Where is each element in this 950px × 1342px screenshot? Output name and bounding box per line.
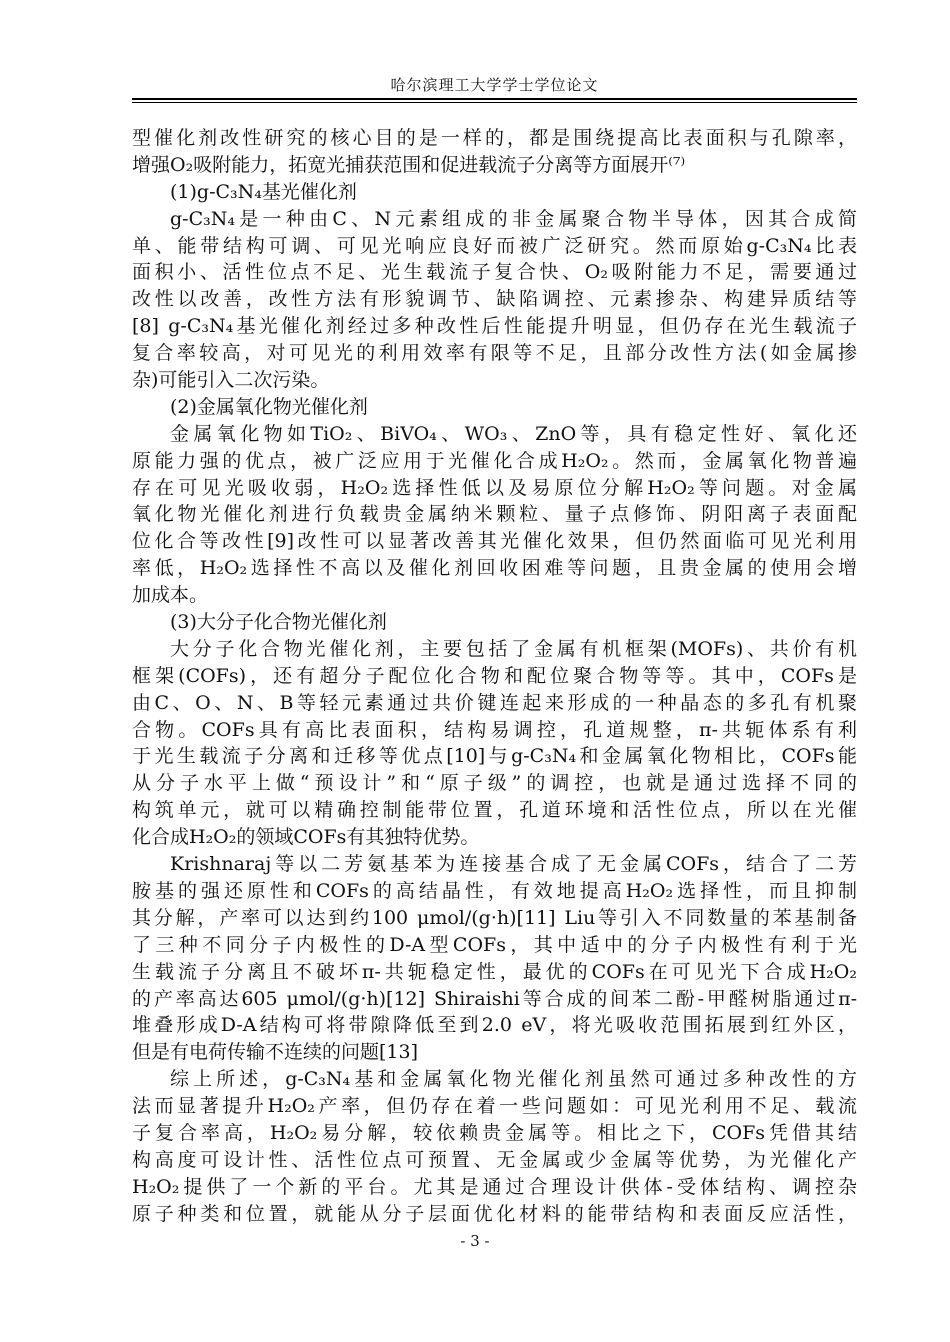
text-line: 加成本。 [132, 584, 209, 607]
text-line: 了三种不同分子内极性的D-A型COFs，其中适中的分子内极性有利于光 [132, 933, 857, 956]
text-line: 于光生载流子分离和迁移等优点[10]与g-C₃N₄和金属氧化物相比，COFs能 [132, 745, 857, 768]
text-line: 法而显著提升H₂O₂产率，但仍存在着一些问题如：可见光利用不足、载流 [132, 1095, 857, 1118]
text-line: 面积小、活性位点不足、光生载流子复合快、O₂吸附能力不足，需要通过 [132, 261, 857, 284]
page-number: - 3 - [460, 1232, 490, 1250]
header-rule-thin [132, 102, 857, 103]
text-line: 复合率较高，对可见光的利用效率有限等不足，且部分改性方法(如金属掺 [132, 342, 857, 365]
running-header: 哈尔滨理工大学学士学位论文 [390, 76, 599, 94]
text-line: g-C₃N₄是一种由C、N元素组成的非金属聚合物半导体，因其合成简 [170, 207, 857, 230]
text-line: 合物。COFs具有高比表面积，结构易调控，孔道规整，π-共轭体系有利 [132, 718, 857, 741]
text-line: Krishnaraj等以二芳氨基苯为连接基合成了无金属COFs，结合了二芳 [170, 853, 857, 876]
text-line: 原能力强的优点，被广泛应用于光催化合成H₂O₂。然而，金属氧化物普遍 [132, 449, 857, 472]
text-line: 但是有电荷传输不连续的问题[13] [132, 1041, 419, 1064]
text-line: [8] g-C₃N₄基光催化剂经过多种改性后性能提升明显，但仍存在光生载流子 [132, 315, 857, 338]
text-line: (1)g-C₃N₄基光催化剂 [170, 180, 357, 203]
text-line: H₂O₂提供了一个新的平台。尤其是通过合理设计供体-受体结构、调控杂 [132, 1175, 857, 1198]
text-line: 堆叠形成D-A结构可将带隙降低至到2.0 eV，将光吸收范围拓展到红外区， [132, 1014, 857, 1037]
text-line: 杂)可能引入二次污染。 [132, 369, 330, 392]
body-text [132, 125, 857, 1228]
text-line: 综上所述，g-C₃N₄基和金属氧化物光催化剂虽然可通过多种改性的方 [170, 1068, 857, 1091]
text-line: 率低，H₂O₂选择性不高以及催化剂回收困难等问题，且贵金属的使用会增 [132, 557, 857, 580]
text-line: 增强O₂吸附能力，拓宽光捕获范围和促进载流子分离等方面展开⁽⁷⁾ [132, 153, 686, 176]
text-line: 大分子化合物光催化剂，主要包括了金属有机框架(MOFs)、共价有机 [170, 637, 857, 660]
text-line: 其分解，产率可以达到约100 μmol/(g·h)[11] Liu等引入不同数量的苯基制备 [132, 906, 857, 929]
text-line: 化合成H₂O₂的领域COFs有其独特优势。 [132, 826, 480, 849]
text-line: 框架(COFs)，还有超分子配位化合物和配位聚合物等等。其中，COFs是 [132, 664, 857, 687]
text-line: 存在可见光吸收弱，H₂O₂选择性低以及易原位分解H₂O₂等问题。对金属 [132, 476, 857, 499]
text-line: 生载流子分离且不破坏π-共轭稳定性，最优的COFs在可见光下合成H₂O₂ [132, 960, 857, 983]
text-line: 单、能带结构可调、可见光响应良好而被广泛研究。然而原始g-C₃N₄比表 [132, 234, 857, 257]
text-line: (3)大分子化合物光催化剂 [170, 611, 387, 634]
text-line: 由C、O、N、B等轻元素通过共价键连起来形成的一种晶态的多孔有机聚 [132, 691, 857, 714]
text-line: 构高度可设计性、活性位点可预置、无金属或少金属等优势，为光催化产 [132, 1148, 857, 1171]
text-line: 从分子水平上做“预设计”和“原子级”的调控，也就是通过选择不同的 [132, 772, 857, 795]
text-line: 胺基的强还原性和COFs的高结晶性，有效地提高H₂O₂选择性，而且抑制 [132, 879, 857, 902]
text-line: 位化合等改性[9]改性可以显著改善其光催化效果，但仍然面临可见光利用 [132, 530, 857, 553]
text-line: 型催化剂改性研究的核心目的是一样的，都是围绕提高比表面积与孔隙率， [132, 127, 857, 149]
text-line: (2)金属氧化物光催化剂 [170, 395, 368, 418]
text-line: 原子种类和位置，就能从分子层面优化材料的能带结构和表面反应活性， [132, 1202, 857, 1225]
text-line: 改性以改善，改性方法有形貌调节、缺陷调控、元素掺杂、构建异质结等 [132, 288, 857, 311]
header-rule-thick [132, 98, 857, 100]
text-line: 子复合率高，H₂O₂易分解，较依赖贵金属等。相比之下，COFs凭借其结 [132, 1121, 857, 1144]
text-line: 氧化物光催化剂进行负载贵金属纳米颗粒、量子点修饰、阴阳离子表面配 [132, 503, 857, 526]
text-line: 的产率高达605 μmol/(g·h)[12] Shiraishi等合成的间苯二酚-甲醛树脂通过π- [132, 987, 857, 1010]
text-line: 金属氧化物如TiO₂、BiVO₄、WO₃、ZnO等，具有稳定性好、氧化还 [170, 422, 857, 445]
text-line: 构筑单元，就可以精确控制能带位置，孔道环境和活性位点，所以在光催 [132, 799, 857, 822]
